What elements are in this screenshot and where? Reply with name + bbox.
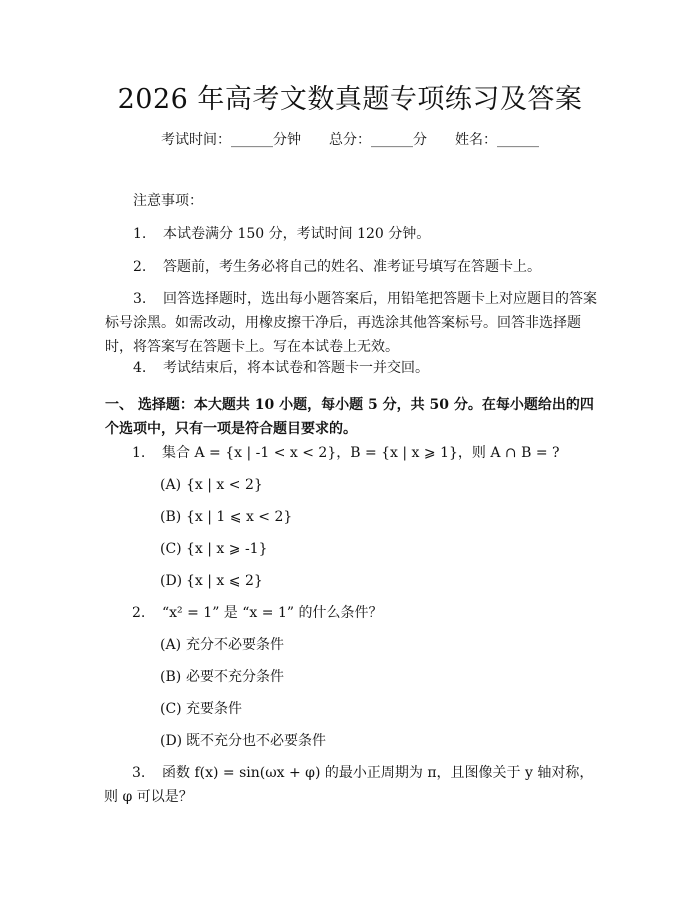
question-text: 函数 f(x) = sin(ωx + φ) 的最小正周期为 π，且图像关于 y 轴对称，则 φ 可以是？ — [104, 765, 594, 805]
notice-item-text: 考试结束后，将本试卷和答题卡一并交回。 — [163, 360, 429, 376]
question-1-option-d — [160, 569, 590, 593]
notice-item-number: 4. — [133, 360, 147, 376]
option-text: {x | x ⩽ 2} — [186, 573, 263, 589]
question-text: 集合 A = {x | -1 < x < 2}，B = {x | x ⩾ 1}，则 A ∩ B = ? — [162, 445, 560, 461]
notice-item-text: 答题前，考生务必将自己的姓名、准考证号填写在答题卡上。 — [163, 259, 541, 275]
option-text: 必要不充分条件 — [186, 669, 284, 685]
notice-item — [105, 255, 600, 279]
question-1-option-c — [160, 537, 590, 561]
option-label: (C) — [160, 541, 182, 557]
option-label: (A) — [160, 477, 182, 493]
question-1 — [132, 441, 600, 465]
notice-item — [105, 287, 600, 359]
notice-item-text: 本试卷满分 150 分，考试时间 120 分钟。 — [163, 226, 431, 242]
notice-item-number: 1. — [133, 226, 147, 242]
total-score-field: 总分：______分 — [329, 132, 427, 148]
name-field: 姓名：______ — [455, 132, 539, 148]
question-number: 3. — [132, 765, 146, 781]
option-text: {x | x ⩾ -1} — [186, 541, 268, 557]
option-text: {x | 1 ⩽ x < 2} — [186, 509, 293, 525]
section-heading: 一、 选择题：本大题共 10 小题，每小题 5 分，共 50 分。在每小题给出的四个选项中，只有一项是符合题目要求的。 — [105, 397, 594, 437]
option-text: {x | x < 2} — [186, 477, 263, 493]
notice-item — [105, 222, 600, 246]
option-text: 充要条件 — [186, 701, 242, 717]
page-title: 2026 年高考文数真题专项练习及答案 — [117, 84, 583, 115]
question-2-option-a — [160, 633, 590, 657]
question-2-option-b — [160, 665, 590, 689]
question-2-option-c — [160, 697, 590, 721]
question-3 — [104, 761, 600, 809]
question-number: 2. — [132, 605, 146, 621]
option-label: (A) — [160, 637, 182, 653]
notice-heading: 注意事项： — [133, 193, 203, 209]
option-text: 既不充分也不必要条件 — [186, 733, 326, 749]
question-text: “x² = 1” 是 “x = 1” 的什么条件？ — [162, 605, 383, 621]
exam-meta-line — [0, 130, 700, 150]
notice-item-number: 2. — [133, 259, 147, 275]
question-1-option-a — [160, 473, 590, 497]
option-label: (B) — [160, 669, 182, 685]
question-1-option-b — [160, 505, 590, 529]
notice-item-text: 回答选择题时，选出每小题答案后，用铅笔把答题卡上对应题目的答案标号涂黑。如需改动，用橡皮擦干净后，再选涂其他答案标号。回答非选择题时，将答案写在答题卡上。写在本试卷上无效。 — [105, 291, 597, 355]
option-label: (B) — [160, 509, 182, 525]
option-label: (D) — [160, 573, 183, 589]
question-number: 1. — [132, 445, 146, 461]
question-2-option-d — [160, 729, 590, 753]
notice-item — [105, 356, 600, 380]
notice-item-number: 3. — [133, 291, 147, 307]
option-text: 充分不必要条件 — [186, 637, 284, 653]
option-label: (D) — [160, 733, 183, 749]
exam-time-field: 考试时间：______分钟 — [161, 132, 301, 148]
option-label: (C) — [160, 701, 182, 717]
question-2 — [132, 601, 600, 625]
